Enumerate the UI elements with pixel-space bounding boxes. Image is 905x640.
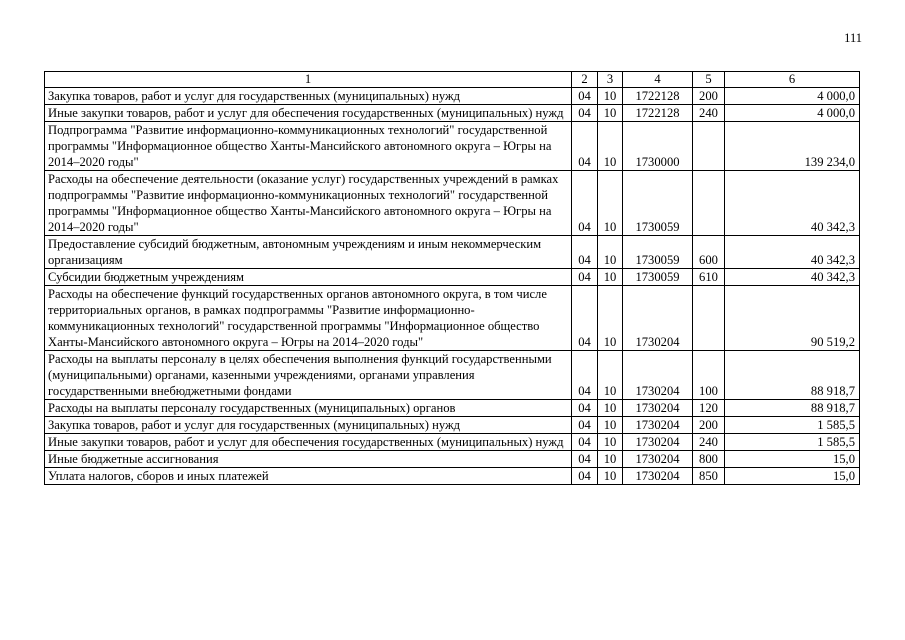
target-article-cell: 1730059 [623, 236, 693, 269]
expense-name-cell: Субсидии бюджетным учреждениям [45, 269, 572, 286]
subsection-code-cell: 10 [598, 451, 623, 468]
column-header: 3 [598, 72, 623, 88]
section-code-cell: 04 [572, 269, 598, 286]
target-article-cell: 1722128 [623, 105, 693, 122]
expense-name-cell: Иные закупки товаров, работ и услуг для обеспечения государственных (муниципальных) нужд [45, 105, 572, 122]
amount-cell: 40 342,3 [725, 236, 860, 269]
expense-type-cell [693, 122, 725, 171]
expense-name-cell: Расходы на выплаты персоналу государственных (муниципальных) органов [45, 400, 572, 417]
section-code-cell: 04 [572, 451, 598, 468]
target-article-cell: 1730204 [623, 351, 693, 400]
section-code-cell: 04 [572, 171, 598, 236]
target-article-cell: 1722128 [623, 88, 693, 105]
expense-name-cell: Иные закупки товаров, работ и услуг для обеспечения государственных (муниципальных) нужд [45, 434, 572, 451]
table-row [45, 88, 860, 105]
section-code-cell: 04 [572, 122, 598, 171]
expense-type-cell [693, 171, 725, 236]
expense-type-cell: 240 [693, 105, 725, 122]
subsection-code-cell: 10 [598, 400, 623, 417]
expense-type-cell: 610 [693, 269, 725, 286]
table-header-row [45, 72, 860, 88]
target-article-cell: 1730204 [623, 286, 693, 351]
subsection-code-cell: 10 [598, 171, 623, 236]
expense-name-cell: Иные бюджетные ассигнования [45, 451, 572, 468]
target-article-cell: 1730204 [623, 434, 693, 451]
column-header: 4 [623, 72, 693, 88]
section-code-cell: 04 [572, 468, 598, 485]
target-article-cell: 1730204 [623, 451, 693, 468]
target-article-cell: 1730204 [623, 417, 693, 434]
amount-cell: 15,0 [725, 468, 860, 485]
column-header: 2 [572, 72, 598, 88]
amount-cell: 88 918,7 [725, 400, 860, 417]
amount-cell: 4 000,0 [725, 88, 860, 105]
amount-cell: 4 000,0 [725, 105, 860, 122]
table-row [45, 122, 860, 171]
section-code-cell: 04 [572, 434, 598, 451]
expense-type-cell: 100 [693, 351, 725, 400]
subsection-code-cell: 10 [598, 122, 623, 171]
subsection-code-cell: 10 [598, 269, 623, 286]
column-header: 5 [693, 72, 725, 88]
expense-name-cell: Расходы на обеспечение деятельности (оказание услуг) государственных учреждений в рамках подпрограммы "Развитие информационно-коммуникационных технологий" государственной программы "Информационное общество Ханты-Мансийского автономного округа – Югры на 2014–2020 годы" [45, 171, 572, 236]
table-row [45, 236, 860, 269]
table-row [45, 468, 860, 485]
table-row [45, 434, 860, 451]
target-article-cell: 1730204 [623, 400, 693, 417]
budget-table [44, 71, 860, 485]
section-code-cell: 04 [572, 105, 598, 122]
section-code-cell: 04 [572, 88, 598, 105]
table-row [45, 400, 860, 417]
column-header: 6 [725, 72, 860, 88]
expense-type-cell: 600 [693, 236, 725, 269]
table-row [45, 171, 860, 236]
target-article-cell: 1730000 [623, 122, 693, 171]
target-article-cell: 1730204 [623, 468, 693, 485]
expense-name-cell: Расходы на выплаты персоналу в целях обеспечения выполнения функций государственными (муниципальными) органами, казенными учреждениями, органами управления государственными внебюджетными фондами [45, 351, 572, 400]
subsection-code-cell: 10 [598, 105, 623, 122]
section-code-cell: 04 [572, 400, 598, 417]
section-code-cell: 04 [572, 351, 598, 400]
subsection-code-cell: 10 [598, 236, 623, 269]
table-row [45, 286, 860, 351]
table-row [45, 417, 860, 434]
subsection-code-cell: 10 [598, 434, 623, 451]
amount-cell: 40 342,3 [725, 269, 860, 286]
amount-cell: 88 918,7 [725, 351, 860, 400]
expense-type-cell [693, 286, 725, 351]
amount-cell: 40 342,3 [725, 171, 860, 236]
table-row [45, 351, 860, 400]
expense-type-cell: 200 [693, 417, 725, 434]
table-row [45, 269, 860, 286]
expense-name-cell: Подпрограмма "Развитие информационно-коммуникационных технологий" государственной программы "Информационное общество Ханты-Мансийского автономного округа – Югры на 2014–2020 годы" [45, 122, 572, 171]
table-row [45, 451, 860, 468]
amount-cell: 1 585,5 [725, 417, 860, 434]
target-article-cell: 1730059 [623, 269, 693, 286]
subsection-code-cell: 10 [598, 351, 623, 400]
expense-name-cell: Закупка товаров, работ и услуг для государственных (муниципальных) нужд [45, 88, 572, 105]
expense-name-cell: Предоставление субсидий бюджетным, автономным учреждениям и иным некоммерческим организациям [45, 236, 572, 269]
column-header: 1 [45, 72, 572, 88]
expense-name-cell: Закупка товаров, работ и услуг для государственных (муниципальных) нужд [45, 417, 572, 434]
amount-cell: 139 234,0 [725, 122, 860, 171]
expense-name-cell: Уплата налогов, сборов и иных платежей [45, 468, 572, 485]
subsection-code-cell: 10 [598, 417, 623, 434]
section-code-cell: 04 [572, 286, 598, 351]
expense-name-cell: Расходы на обеспечение функций государственных органов автономного округа, в том числе территориальных органов, в рамках подпрограммы "Развитие информационно-коммуникационных технологий" государственной программы "Информационное общество Ханты-Мансийского автономного округа – Югры на 2014–2020 годы" [45, 286, 572, 351]
target-article-cell: 1730059 [623, 171, 693, 236]
expense-type-cell: 120 [693, 400, 725, 417]
expense-type-cell: 800 [693, 451, 725, 468]
expense-type-cell: 240 [693, 434, 725, 451]
amount-cell: 15,0 [725, 451, 860, 468]
subsection-code-cell: 10 [598, 286, 623, 351]
section-code-cell: 04 [572, 417, 598, 434]
table-row [45, 105, 860, 122]
amount-cell: 1 585,5 [725, 434, 860, 451]
page-number: 111 [844, 31, 862, 45]
section-code-cell: 04 [572, 236, 598, 269]
subsection-code-cell: 10 [598, 88, 623, 105]
expense-type-cell: 850 [693, 468, 725, 485]
subsection-code-cell: 10 [598, 468, 623, 485]
amount-cell: 90 519,2 [725, 286, 860, 351]
expense-type-cell: 200 [693, 88, 725, 105]
